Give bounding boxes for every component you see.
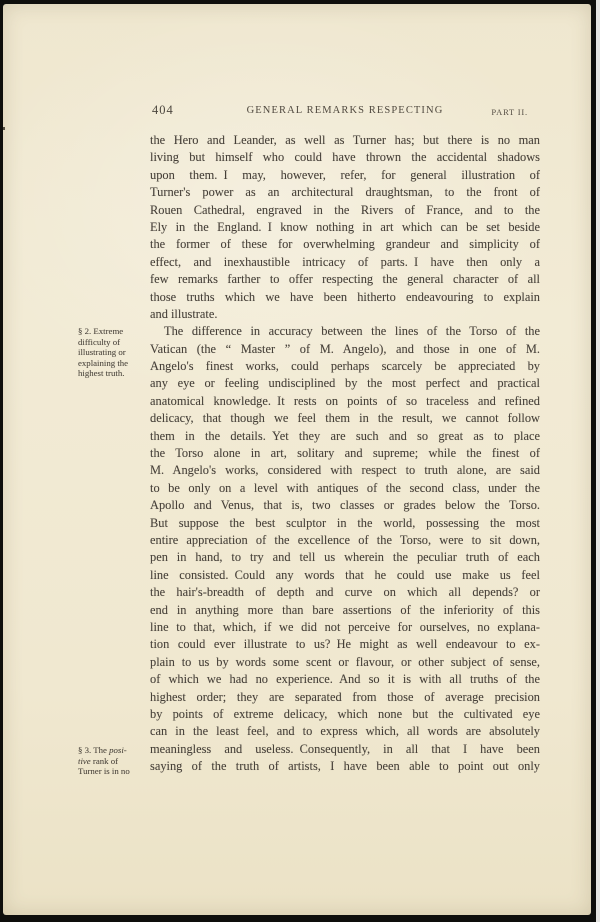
scan-speck bbox=[3, 127, 5, 130]
text-line: them in the details. Yet they are such and so great as to place bbox=[150, 428, 540, 443]
text-line: M. Angelo's works, considered with respect to truth alone, are said bbox=[150, 463, 540, 478]
page-header bbox=[150, 103, 540, 121]
text-line: Ely in the England. I know nothing in art which can be set beside bbox=[150, 219, 540, 234]
text-line: Vatican (the “ Master ” of M. Angelo), and those in one of M. bbox=[150, 341, 540, 356]
text-line: line consisted. Could any words that he could use make us feel bbox=[150, 567, 540, 582]
text-line: to be only on a level with antiques of the second class, under the bbox=[150, 480, 540, 495]
text-line: the former of these for overwhelming grandeur and simplicity of bbox=[150, 237, 540, 252]
text-line: Apollo and Venus, that is, two classes or grades below the Torso. bbox=[150, 498, 540, 513]
text-line: meaningless and useless. Consequently, in all that I have been bbox=[150, 741, 540, 756]
text-line: anatomical knowledge. It rests on points of so traceless and refined bbox=[150, 393, 540, 408]
text-line: line to that, which, if we did not perceive for ourselves, no explana- bbox=[150, 619, 540, 634]
margin-note-line: § 3. The posi- bbox=[78, 745, 127, 755]
margin-note-line: tive rank of bbox=[78, 755, 119, 766]
text-line: saying of the truth of artists, I have been able to point out only bbox=[150, 759, 540, 774]
text-line: the hair's-breadth of depth and curve on which all depends? or bbox=[150, 585, 540, 600]
book-page bbox=[3, 4, 591, 915]
text-line: pen in hand, to try and tell us wherein the peculiar truth of each bbox=[150, 550, 540, 565]
margin-note-line: § 2. Extreme bbox=[78, 326, 124, 336]
text-line: of which we had no experience. And so it is with all truths of the bbox=[150, 672, 540, 687]
text-line: delicacy, that though we feel them in the result, we cannot follow bbox=[150, 411, 540, 426]
text-line: Rouen Cathedral, engraved in the Rivers of France, and to the bbox=[150, 202, 540, 217]
margin-note-line: illustrating or bbox=[78, 347, 126, 358]
text-line: and illustrate. bbox=[150, 306, 218, 321]
text-line: few remarks farther to offer respecting the general character of all bbox=[150, 272, 540, 287]
part-label: PART II. bbox=[491, 107, 528, 117]
text-line: living but himself who could have thrown the accidental shadows bbox=[150, 150, 540, 165]
text-line: by points of extreme delicacy, which none but the cultivated eye bbox=[150, 706, 540, 721]
text-line: any eye or feeling undisciplined by the most perfect and practical bbox=[150, 376, 540, 391]
running-title: GENERAL REMARKS RESPECTING bbox=[246, 105, 444, 116]
text-line: Angelo's finest works, could perhaps scarcely be appreciated by bbox=[150, 359, 540, 374]
margin-note-line: difficulty of bbox=[78, 336, 121, 347]
margin-note-line: highest truth. bbox=[78, 368, 125, 379]
text-line: Turner's power as an architectural draughtsman, to the front of bbox=[150, 185, 540, 200]
page-number: 404 bbox=[152, 103, 174, 117]
text-line: highest order; they are separated from those of average precision bbox=[150, 689, 540, 704]
margin-note-line: Turner is in no bbox=[78, 766, 130, 777]
text-line: But suppose the best sculptor in the world, possessing the most bbox=[150, 515, 540, 530]
text-line: can in the least feel, and to express which, all words are absolutely bbox=[150, 724, 540, 739]
text-line: The difference in accuracy between the lines of the Torso of the bbox=[164, 324, 540, 339]
scan-edge bbox=[596, 0, 600, 922]
text-line: end in anything more than bare assertions of the inferiority of this bbox=[150, 602, 540, 617]
text-line: the Torso alone in art, solitary and supreme; while the finest of bbox=[150, 446, 540, 461]
text-line: tion could ever illustrate to us? He might as well endeavour to ex- bbox=[150, 637, 540, 652]
text-line: entire appreciation of the excellence of the Torso, were to sit down, bbox=[150, 532, 540, 547]
text-line: the Hero and Leander, as well as Turner has; but there is no man bbox=[150, 133, 540, 147]
body-text bbox=[150, 132, 540, 775]
text-line: upon them. I may, however, refer, for general illustration of bbox=[150, 167, 540, 182]
text-line: plain to us by words some scent or flavour, or other subject of sense, bbox=[150, 654, 540, 669]
margin-note-section-2 bbox=[78, 326, 148, 379]
text-line: effect, and inexhaustible intricacy of parts. I have then only a bbox=[150, 254, 540, 269]
margin-note-line: explaining the bbox=[78, 357, 129, 368]
text-line: those truths which we have been hitherto endeavouring to explain bbox=[150, 289, 540, 304]
margin-note-section-3 bbox=[78, 745, 148, 777]
